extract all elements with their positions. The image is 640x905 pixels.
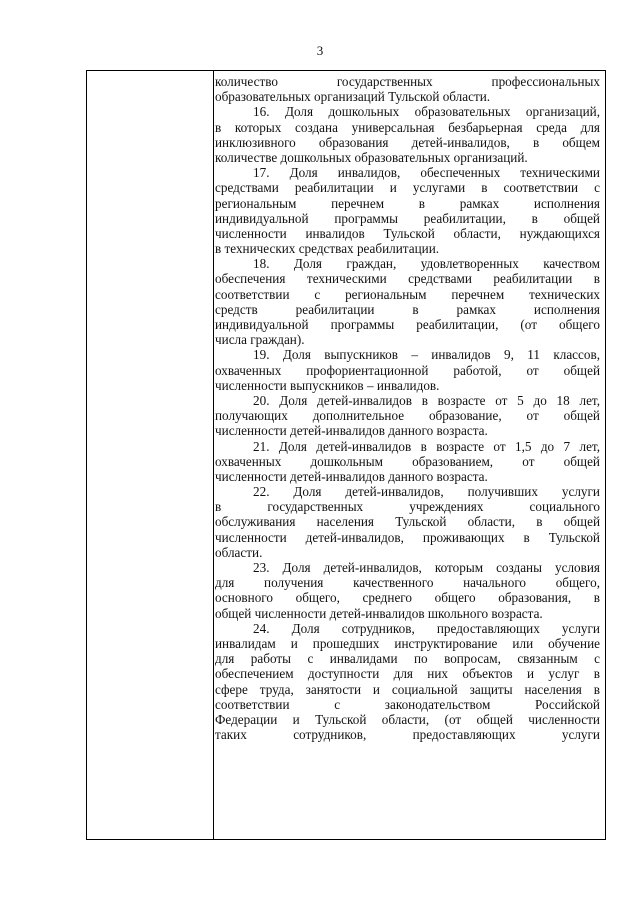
table-right-column xyxy=(215,74,600,742)
text-line: количество государственных профессиональных xyxy=(215,74,600,89)
text-line: обеспечения техническими средствами реабилитации в xyxy=(215,271,600,287)
text-line: основного общего, среднего общего образования, в xyxy=(215,590,600,606)
paragraph xyxy=(215,393,600,439)
text-line: инвалидам и прошедших инструктирование или обучение xyxy=(215,635,600,651)
text-line: 19. Доля выпускников – инвалидов 9, 11 классов, xyxy=(253,347,600,363)
document-table xyxy=(86,70,606,840)
text-line: 18. Доля граждан, удовлетворенных качеством xyxy=(253,256,600,272)
table-left-column xyxy=(87,71,214,839)
text-line: 17. Доля инвалидов, обеспеченных техническими xyxy=(253,165,600,181)
text-line: обслуживания населения Тульской области, в общей xyxy=(215,514,600,530)
text-line: области. xyxy=(215,544,263,560)
paragraph xyxy=(215,256,600,347)
page-number: 3 xyxy=(316,43,324,58)
text-line: средств реабилитации в рамках исполнения xyxy=(215,301,600,317)
text-line: 21. Доля детей-инвалидов в возрасте от 1,5 до 7 лет, xyxy=(253,438,600,454)
text-line: получающих дополнительное образование, от общей xyxy=(215,408,600,424)
text-line: 16. Доля дошкольных образовательных организаций, xyxy=(253,104,600,120)
paragraph xyxy=(215,165,600,256)
text-line: региональным перечнем в рамках исполнения xyxy=(215,195,600,211)
paragraph xyxy=(215,560,600,621)
text-line: образовательных организаций Тульской области. xyxy=(215,89,491,105)
text-line: численности детей-инвалидов данного возраста. xyxy=(215,423,488,439)
text-line: в технических средствах реабилитации. xyxy=(215,241,440,257)
text-line: обеспечением доступности для них объектов и услуг в xyxy=(215,666,600,682)
text-line: для получения качественного начального общего, xyxy=(215,575,600,591)
paragraph xyxy=(215,439,600,485)
paragraph xyxy=(215,347,600,393)
text-line: числа граждан). xyxy=(215,332,305,348)
paragraph xyxy=(215,621,600,743)
paragraph xyxy=(215,104,600,165)
text-line: в государственных учреждениях социального xyxy=(215,499,600,515)
text-line: 22. Доля детей-инвалидов, получивших услуги xyxy=(253,484,600,500)
text-line: соответствии с региональным перечнем технических xyxy=(215,286,600,302)
text-line: 20. Доля детей-инвалидов в возрасте от 5 до 18 лет, xyxy=(253,392,600,408)
text-line: охваченных профориентационной работой, от общей xyxy=(215,362,600,378)
text-line: численности инвалидов Тульской области, нуждающихся xyxy=(215,225,600,241)
text-line: инклюзивного образования детей-инвалидов, в общем xyxy=(215,134,600,150)
text-line: соответствии с законодательством Российской xyxy=(215,696,600,712)
text-line: Федерации и Тульской области, (от общей численности xyxy=(215,711,600,727)
text-line: численности выпускников – инвалидов. xyxy=(215,377,440,393)
text-line: общей численности детей-инвалидов школьного возраста. xyxy=(215,605,543,621)
text-line: численности детей-инвалидов, проживающих в Тульской xyxy=(215,529,600,545)
paragraph xyxy=(215,74,600,104)
text-line: охваченных дошкольным образованием, от общей xyxy=(215,453,600,469)
text-line: в которых создана универсальная безбарьерная среда для xyxy=(215,119,600,135)
text-line: таких сотрудников, предоставляющих услуги xyxy=(215,727,600,743)
text-line: средствами реабилитации и услугами в соответствии с xyxy=(215,180,600,196)
text-line: индивидуальной программы реабилитации, (от общего xyxy=(215,317,600,332)
text-line: численности детей-инвалидов данного возраста. xyxy=(215,468,488,484)
text-line: сфере труда, занятости и социальной защиты населения в xyxy=(215,681,600,697)
text-line: для работы с инвалидами по вопросам, связанным с xyxy=(215,651,600,667)
text-line: 24. Доля сотрудников, предоставляющих услуги xyxy=(253,620,600,636)
text-line: индивидуальной программы реабилитации, в общей xyxy=(215,210,600,226)
text-line: количестве дошкольных образовательных организаций. xyxy=(215,149,528,165)
text-line: 23. Доля детей-инвалидов, которым созданы условия xyxy=(253,560,600,575)
paragraph xyxy=(215,484,600,560)
